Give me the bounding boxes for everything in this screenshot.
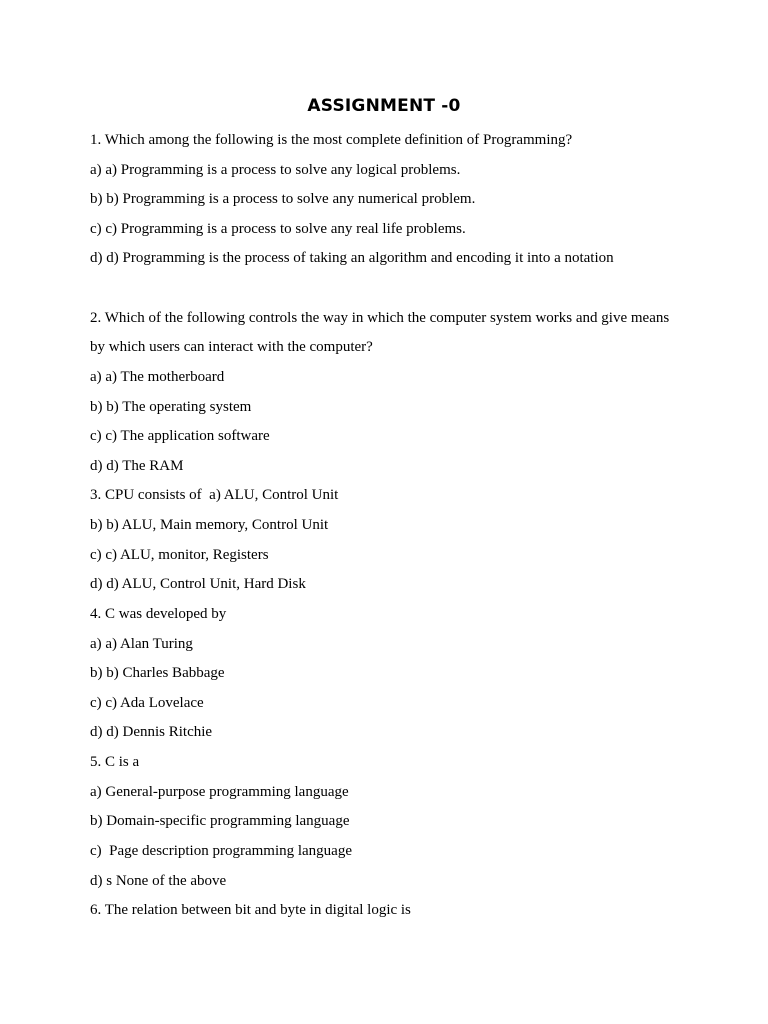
q3-option-c: c) c) ALU, monitor, Registers — [90, 547, 269, 563]
question-2-continued: by which users can interact with the computer? — [90, 339, 373, 355]
q1-option-b: b) b) Programming is a process to solve any numerical problem. — [90, 191, 476, 207]
q1-option-a: a) a) Programming is a process to solve any logical problems. — [90, 162, 461, 178]
question-6: 6. The relation between bit and byte in digital logic is — [90, 902, 411, 918]
q5-option-a: a) General-purpose programming language — [90, 784, 349, 800]
q1-option-d: d) d) Programming is the process of taking an algorithm and encoding it into a notation — [90, 250, 614, 266]
q2-option-b: b) b) The operating system — [90, 399, 252, 415]
q2-option-c: c) c) The application software — [90, 428, 270, 444]
q4-option-b: b) b) Charles Babbage — [90, 665, 225, 681]
q5-option-b: b) Domain-specific programming language — [90, 813, 350, 829]
q4-option-a: a) a) Alan Turing — [90, 636, 193, 652]
q2-option-d: d) d) The RAM — [90, 458, 184, 474]
q5-option-d: d) s None of the above — [90, 873, 227, 889]
q5-option-c: c) Page description programming language — [90, 843, 353, 859]
q4-option-c: c) c) Ada Lovelace — [90, 695, 204, 711]
question-5: 5. C is a — [90, 754, 140, 770]
q3-option-b: b) b) ALU, Main memory, Control Unit — [90, 517, 329, 533]
q1-option-c: c) c) Programming is a process to solve any real life problems. — [90, 221, 466, 237]
question-1: 1. Which among the following is the most complete definition of Programming? — [90, 132, 573, 148]
question-4: 4. C was developed by — [90, 606, 227, 622]
question-3: 3. CPU consists of a) ALU, Control Unit — [90, 487, 339, 503]
q4-option-d: d) d) Dennis Ritchie — [90, 724, 213, 740]
q2-option-a: a) a) The motherboard — [90, 369, 225, 385]
document-title: ASSIGNMENT -0 — [307, 96, 461, 116]
q3-option-d: d) d) ALU, Control Unit, Hard Disk — [90, 576, 306, 592]
question-2: 2. Which of the following controls the way in which the computer system works and give means — [90, 310, 670, 326]
